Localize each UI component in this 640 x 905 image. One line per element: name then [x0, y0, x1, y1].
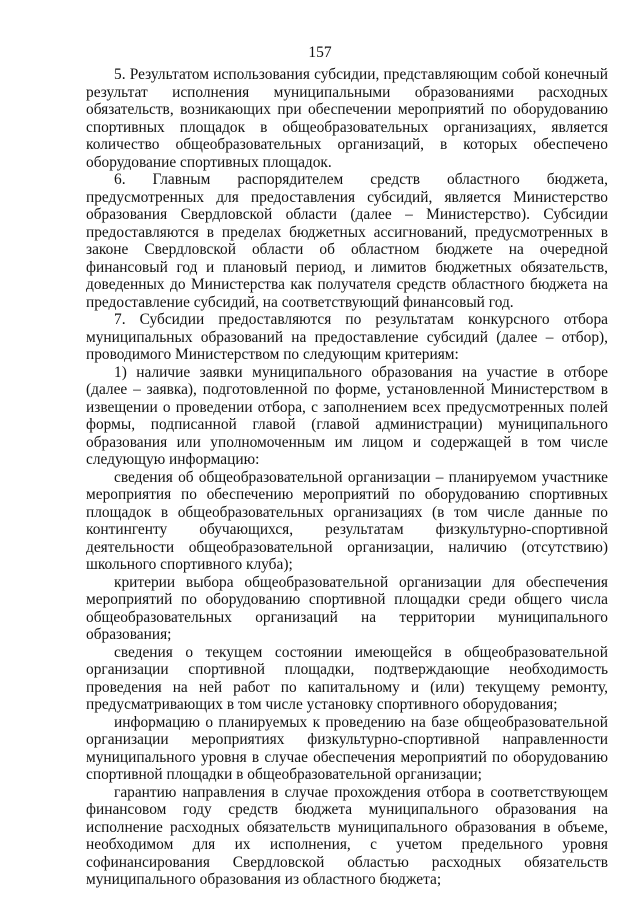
item-selection-criteria: критерии выбора общеобразовательной организации для обеспечения мероприятий по оборудованию спортивной площадки среди общего числа общеобразовательных организаций на территории муниципального образования;: [86, 573, 608, 643]
paragraph-6-main-manager: 6. Главным распорядителем средств областного бюджета, предусмотренных для предоставления субсидий, является Министерство образования Свердловской области (далее – Министерство). Субсидии предоставляются в пределах бюджетных ассигнований, предусмотренных в законе Свердловской области об областном бюджете на очередной финансовый год и плановый период, и лимитов бюджетных обязательств, доведенных до Министерства как получателя средств областного бюджета на предоставление субсидий, на соответствующий финансовый год.: [86, 171, 608, 311]
paragraph-5-result: 5. Результатом использования субсидии, представляющим собой конечный результат исполнения муниципальными образованиями расходных обязательств, возникающих при обеспечении мероприятий по оборудованию спортивных площадок в общеобразовательных организациях, является количество общеобразовательных организаций, в которых обеспечено оборудование спортивных площадок.: [86, 66, 608, 171]
document-body: [86, 66, 608, 889]
criterion-1-application: 1) наличие заявки муниципального образования на участие в отборе (далее – заявка), подготовленной по форме, установленной Министерством в извещении о проведении отбора, с заполнением всех предусмотренных полей формы, подписанной главой (главой администрации) муниципального образования или уполномоченным им лицом и содержащей в том числе следующую информацию:: [86, 363, 608, 468]
paragraph-7-selection: 7. Субсидии предоставляются по результатам конкурсного отбора муниципальных образований на предоставление субсидий (далее – отбор), проводимого Министерством по следующим критериям:: [86, 311, 608, 363]
page-number: 157: [308, 44, 332, 61]
item-current-state: сведения о текущем состоянии имеющейся в общеобразовательной организации спортивной площадки, подтверждающие необходимость проведения на ней работ по капитальному и (или) текущему ремонту, предусматривающих в том числе установку спортивного оборудования;: [86, 643, 608, 713]
item-planned-events: информацию о планируемых к проведению на базе общеобразовательной организации мероприятиях физкультурно-спортивной направленности муниципального уровня в случае обеспечения мероприятий по оборудованию спортивной площадки в общеобразовательной организации;: [86, 713, 608, 783]
item-organization-info: сведения об общеобразовательной организации – планируемом участнике мероприятия по обеспечению мероприятий по оборудованию спортивных площадок в общеобразовательных организациях (в том числе данные по контингенту обучающихся, результатам физкультурно-спортивной деятельности общеобразовательной организации, наличию (отсутствию) школьного спортивного клуба);: [86, 468, 608, 573]
item-funding-guarantee: гарантию направления в случае прохождения отбора в соответствующем финансовом году средств бюджета муниципального образования на исполнение расходных обязательств муниципального образования в объеме, необходимом для их исполнения, с учетом предельного уровня софинансирования Свердловской областью расходных обязательств муниципального образования из областного бюджета;: [86, 783, 608, 888]
